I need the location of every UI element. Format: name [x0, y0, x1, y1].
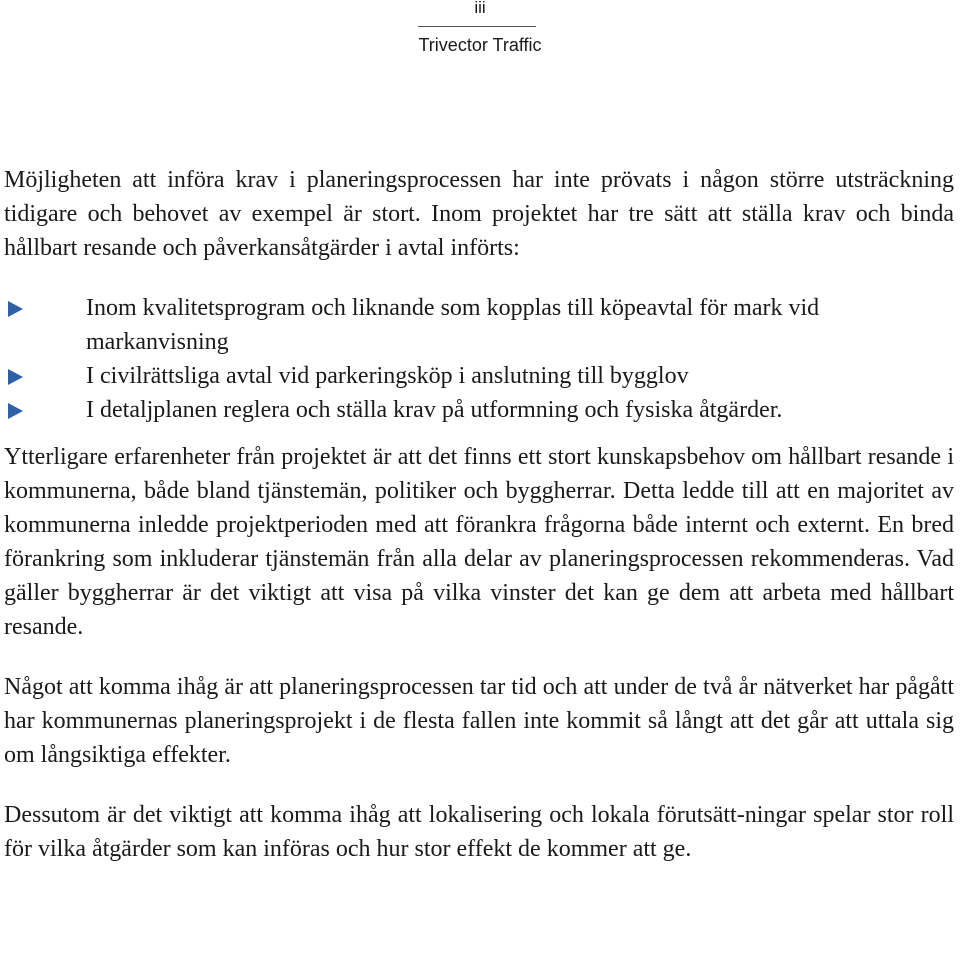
page-number: iii	[474, 0, 486, 17]
bullet-text: Inom kvalitetsprogram och liknande som kopplas till köpeavtal för mark vid markanvisning	[86, 295, 820, 355]
timeline-paragraph: Något att komma ihåg är att planeringsprocessen tar tid och att under de två år nätverket har pågått har kommunernas planeringsprojekt i de flesta fallen inte kommit så långt att det går att uttala sig om långsiktiga effekter.	[4, 674, 954, 768]
header-rule	[418, 26, 536, 27]
experience-paragraph: Ytterligare erfarenheter från projektet är att det finns ett stort kunskapsbehov om hållbart resande i kommunerna, både bland tjänstemän, politiker och byggherrar. Detta ledde till att en majoritet av kommunerna inledde projektperioden med att förankra frågorna både internt och externt. En bred förankring som inkluderar tjänstemän från alla delar av planeringsprocessen rekommenderas. Vad gäller byggherrar är det viktigt att visa på vilka vinster det kan ge dem att arbeta med hållbart resande.	[4, 444, 954, 640]
bullet-text: I detaljplanen reglera och ställa krav på utformning och fysiska åtgärder.	[86, 397, 783, 423]
triangle-bullet-icon	[8, 369, 23, 385]
bullet-text: I civilrättsliga avtal vid parkeringsköp i anslutning till bygglov	[86, 363, 689, 389]
header-title: Trivector Traffic	[418, 35, 542, 55]
bullet-list	[4, 291, 954, 427]
bullet-item	[4, 393, 954, 427]
localization-paragraph: Dessutom är det viktigt att komma ihåg att lokalisering och lokala förutsätt-ningar spelar stor roll för vilka åtgärder som kan införas och hur stor effekt de kommer att ge.	[4, 802, 954, 862]
bullet-item	[4, 359, 954, 393]
triangle-bullet-icon	[8, 301, 23, 317]
bullet-item	[4, 291, 954, 359]
intro-paragraph: Möjligheten att införa krav i planeringsprocessen har inte prövats i någon större utsträckning tidigare och behovet av exempel är stort. Inom projektet har tre sätt att ställa krav och binda hållbart resande och påverkansåtgärder i avtal införts:	[4, 167, 954, 261]
document-body	[4, 163, 954, 866]
triangle-bullet-icon	[8, 403, 23, 419]
